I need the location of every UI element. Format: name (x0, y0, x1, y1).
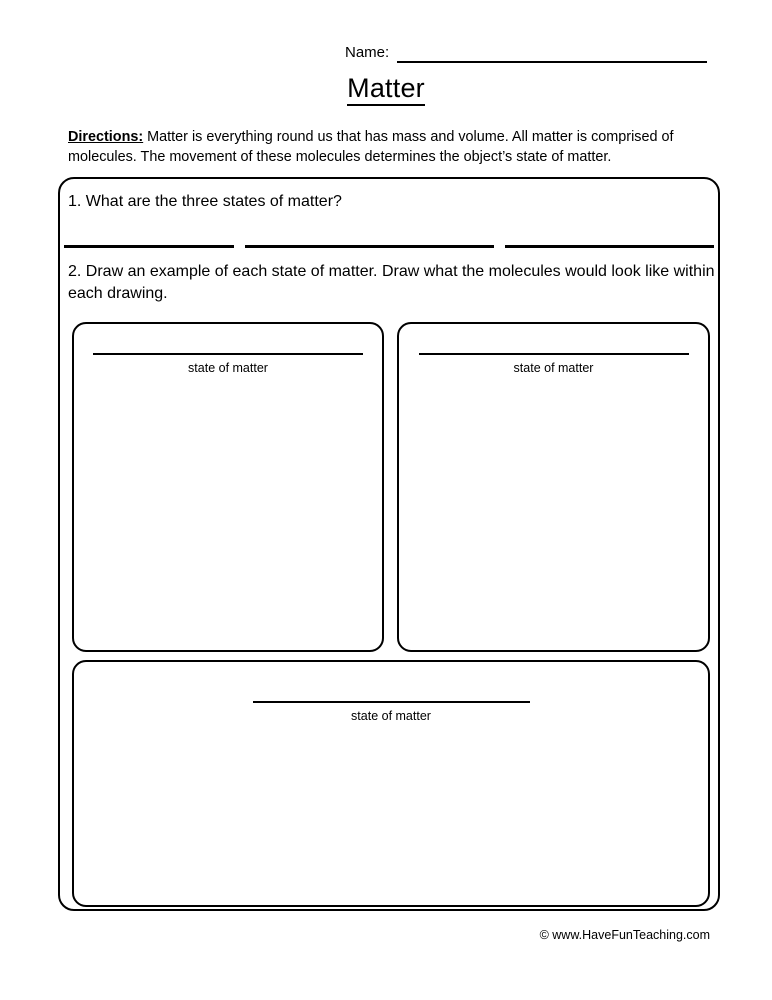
directions-text: Matter is everything round us that has mass and volume. All matter is comprised of molecules. The movement of these molecules determines the object’s state of matter. (68, 129, 674, 165)
name-input-blank[interactable] (397, 45, 707, 63)
drawing-box-bottom[interactable] (72, 660, 710, 907)
footer-copyright: © www.HaveFunTeaching.com (539, 928, 710, 942)
directions-paragraph (68, 128, 688, 167)
state-of-matter-blank-2[interactable] (419, 352, 689, 355)
directions-label: Directions: (68, 129, 144, 146)
drawing-box-label-group (399, 352, 708, 376)
name-row (345, 44, 707, 63)
page-title-text: Matter (347, 73, 425, 106)
state-of-matter-blank-1[interactable] (93, 352, 363, 355)
worksheet-body-container (58, 177, 720, 911)
question-1-answer-blanks (64, 243, 718, 248)
state-of-matter-caption-3: state of matter (351, 709, 431, 723)
drawing-box-top-right[interactable] (397, 322, 710, 652)
state-of-matter-caption-1: state of matter (188, 361, 268, 375)
state-of-matter-blank-3[interactable] (253, 700, 530, 703)
answer-blank-2[interactable] (245, 243, 494, 248)
answer-blank-1[interactable] (64, 243, 234, 248)
question-1-text: 1. What are the three states of matter? (68, 193, 342, 210)
answer-blank-3[interactable] (505, 243, 714, 248)
drawing-box-label-group (74, 352, 382, 376)
drawing-box-top-left[interactable] (72, 322, 384, 652)
drawing-box-label-group (74, 700, 708, 724)
name-label: Name: (345, 44, 390, 61)
question-2-text: 2. Draw an example of each state of matter. Draw what the molecules would look like within each drawing. (68, 263, 715, 302)
state-of-matter-caption-2: state of matter (513, 361, 594, 375)
page-title (0, 72, 772, 104)
